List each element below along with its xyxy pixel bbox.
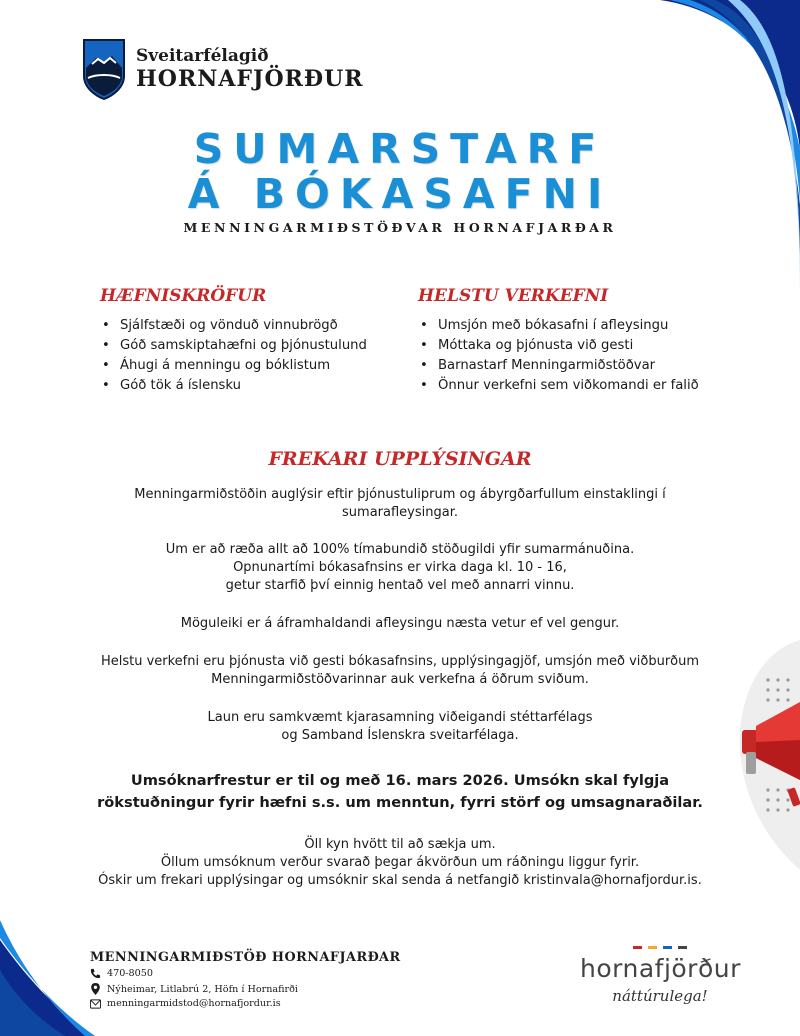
crest-icon — [82, 38, 126, 100]
phone-icon — [90, 968, 101, 979]
email-icon — [90, 999, 101, 1009]
info-paragraph-5: Laun eru samkvæmt kjarasamning viðeigandi stéttarfélags og Samband Íslenskra sveitarfélaga. — [207, 710, 593, 743]
list-item: • Áhugi á menningu og bóklistum — [100, 356, 367, 376]
footer-phone: 470-8050 — [90, 968, 153, 979]
qualifications-heading: HÆFNISKRÖFUR — [100, 286, 267, 306]
brand-color-bars — [580, 946, 740, 949]
info-paragraph-2: Um er að ræða allt að 100% tímabundið stöðugildi yfir sumarmánuðina. Opnunartími bókasafnsins er virka daga kl. 10 - 16, getur starfið því einnig hentað vel með annarri vinnu. — [165, 542, 635, 593]
list-item: • Sjálfstæði og vönduð vinnubrögð — [100, 316, 367, 336]
footer-organization: MENNINGARMIÐSTÖÐ HORNAFJARÐAR — [90, 950, 401, 965]
application-deadline: Umsóknarfrestur er til og með 16. mars 2026. Umsókn skal fylgja rökstuðningur fyrir hæfni s.s. um menntun, fyrri störf og umsagnaraðilar. — [97, 772, 703, 811]
list-item: • Barnastarf Menningarmiðstöðvar — [418, 356, 699, 376]
footer-email: menningarmidstod@hornafjordur.is — [90, 998, 281, 1009]
footer-address: Nýheimar, Litlabrú 2, Höfn í Hornafirði — [90, 983, 298, 995]
logo-line1: Sveitarfélagið — [136, 46, 269, 66]
location-pin-icon — [90, 983, 101, 995]
info-paragraph-1: Menningarmiðstöðin auglýsir eftir þjónustuliprum og ábyrgðarfullum einstaklingi í sumarafleysingar. — [134, 487, 666, 520]
brand-name: hornafjörður — [580, 954, 741, 983]
list-item: • Góð tök á íslensku — [100, 376, 367, 396]
main-title-line2: Á BÓKASAFNI — [187, 170, 613, 218]
info-paragraph-3: Möguleiki er á áframhaldandi afleysingu næsta vetur ef vel gengur. — [180, 616, 620, 631]
list-item: • Góð samskiptahæfni og þjónustulund — [100, 336, 367, 356]
tasks-list — [418, 316, 699, 396]
info-heading: FREKARI UPPLÝSINGAR — [268, 448, 532, 470]
municipality-logo — [82, 38, 364, 100]
list-item: • Önnur verkefni sem viðkomandi er falið — [418, 376, 699, 396]
qualifications-list — [100, 316, 367, 396]
logo-line2: HORNAFJÖRÐUR — [136, 66, 364, 92]
info-paragraph-4: Helstu verkefni eru þjónusta við gesti bókasafnsins, upplýsingagjöf, umsjón með viðburðum Menningarmiðstöðvarinnar auk verkefna á öðrum sviðum. — [100, 654, 700, 687]
main-subtitle: MENNINGARMIÐSTÖÐVAR HORNAFJARÐAR — [183, 220, 617, 235]
hornafjordur-brand-logo — [580, 946, 740, 1005]
list-item: • Umsjón með bókasafni í afleysingu — [418, 316, 699, 336]
list-item: • Móttaka og þjónusta við gesti — [418, 336, 699, 356]
main-title-line1: SUMARSTARF — [193, 125, 607, 173]
brand-tagline: náttúrulega! — [612, 987, 708, 1005]
tasks-heading: HELSTU VERKEFNI — [418, 286, 609, 306]
info-paragraph-6: Öll kyn hvött til að sækja um. Öllum umsóknum verður svarað þegar ákvörðun um ráðningu liggur fyrir. Óskir um frekari upplýsingar og umsóknir skal senda á netfangið kristinvala@hornafjordur.is. — [98, 837, 702, 888]
